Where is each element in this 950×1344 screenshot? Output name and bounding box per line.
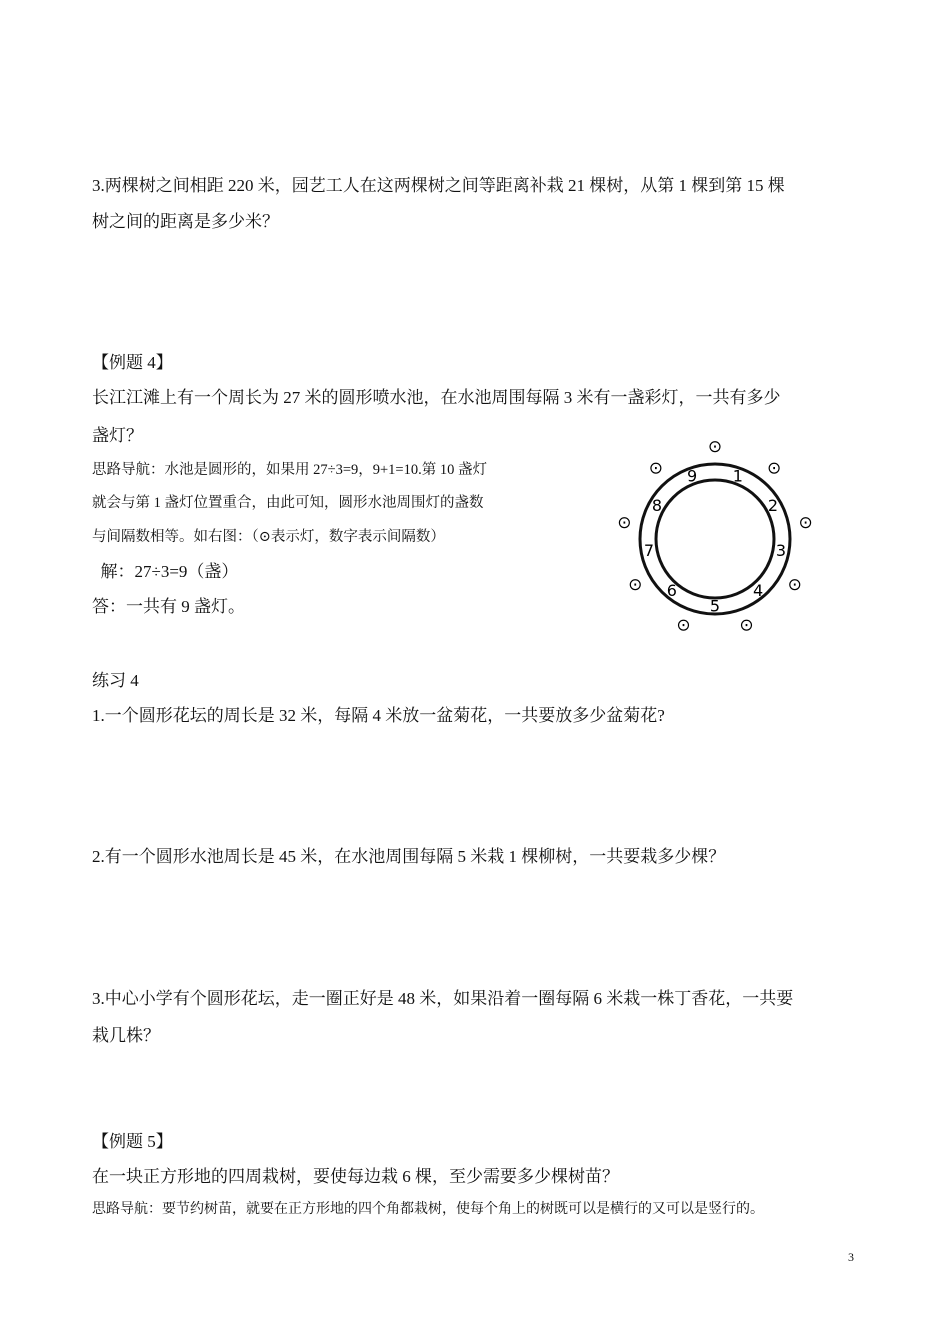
example4-answer: 答：一共有 9 盏灯。 xyxy=(92,597,245,616)
example4-hint-line3: 与间隔数相等。如右图：（⊙表示灯，数字表示间隔数） xyxy=(92,529,445,545)
example4-problem-line2: 盏灯？ xyxy=(92,426,143,445)
interval-label: 1 xyxy=(732,466,743,486)
example5-hint: 思路导航：要节约树苗，就要在正方形地的四个角都栽树，使每个角上的树既可以是横行的又可以是竖行的。 xyxy=(92,1202,764,1217)
example4-hint-line1: 思路导航：水池是圆形的，如果用 27÷3=9，9+1=10.第 10 盏灯 xyxy=(92,462,487,478)
example4-hint-line2: 就会与第 1 盏灯位置重合，由此可知，圆形水池周围灯的盏数 xyxy=(92,495,484,511)
example4-title: 【例题 4】 xyxy=(92,353,173,372)
interval-label: 2 xyxy=(767,496,779,515)
page-number: 3 xyxy=(848,1250,854,1264)
interval-label: 5 xyxy=(709,596,721,616)
lamp-icon: ⊙ xyxy=(798,513,813,533)
lamp-icon: ⊙ xyxy=(617,513,632,533)
lamp-icon: ⊙ xyxy=(676,615,691,636)
interval-label: 9 xyxy=(687,466,698,486)
practice4-q3-line1: 3.中心小学有个圆形花坛，走一圈正好是 48 米，如果沿着一圈每隔 6 米栽一株丁香花，一共要 xyxy=(92,989,794,1008)
practice4-q1: 1.一个圆形花坛的周长是 32 米，每隔 4 米放一盆菊花，一共要放多少盆菊花? xyxy=(92,706,665,725)
practice4-title: 练习 4 xyxy=(92,671,139,690)
q3-line1: 3.两棵树之间相距 220 米，园艺工人在这两棵树之间等距离补栽 21 棵树，从第 1 棵到第 15 棵 xyxy=(92,176,785,195)
interval-label: 3 xyxy=(775,541,787,561)
pool-outer-circle xyxy=(640,464,790,614)
interval-label: 7 xyxy=(643,541,655,561)
lamp-icon: ⊙ xyxy=(739,615,754,636)
q3-line2: 树之间的距离是多少米？ xyxy=(92,212,279,231)
circle-lamp-diagram xyxy=(612,437,813,636)
interval-label: 4 xyxy=(753,580,764,600)
practice4-q2: 2.有一个圆形水池周长是 45 米，在水池周围每隔 5 米栽 1 棵柳树，一共要栽多少棵？ xyxy=(92,847,726,866)
lamp-icon: ⊙ xyxy=(707,437,723,457)
practice4-q3-line2: 栽几株？ xyxy=(92,1026,160,1045)
example4-solution: 解：27÷3=9（盏） xyxy=(92,562,239,581)
interval-label: 8 xyxy=(651,496,663,515)
lamp-icon: ⊙ xyxy=(628,575,643,595)
interval-label: 6 xyxy=(666,580,677,600)
lamp-icon: ⊙ xyxy=(787,575,802,595)
lamp-icon: ⊙ xyxy=(766,458,782,479)
example4-problem-line1: 长江江滩上有一个周长为 27 米的圆形喷水池，在水池周围每隔 3 米有一盏彩灯，一共有多少 xyxy=(92,388,781,407)
example5-title: 【例题 5】 xyxy=(92,1132,173,1151)
lamp-icon: ⊙ xyxy=(648,458,664,479)
example5-problem: 在一块正方形地的四周栽树，要使每边栽 6 棵，至少需要多少棵树苗？ xyxy=(92,1167,619,1186)
